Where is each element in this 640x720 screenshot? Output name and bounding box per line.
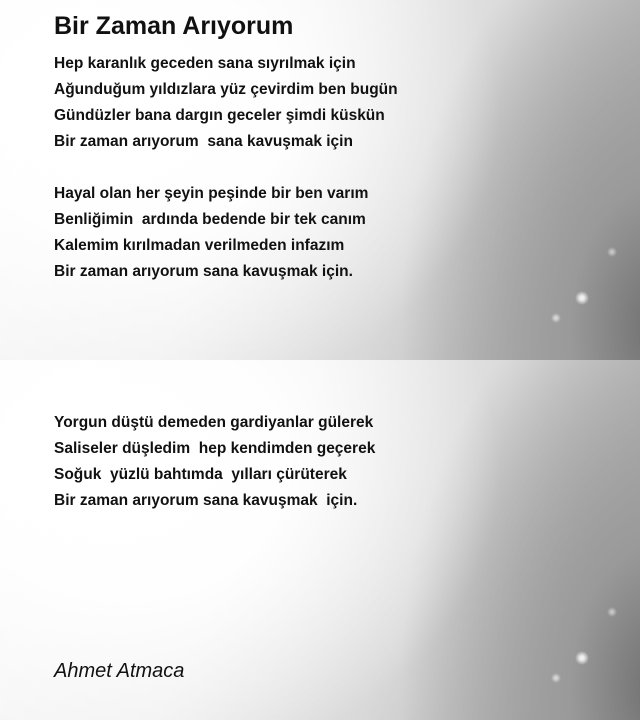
- stanza-2: [54, 181, 368, 285]
- poem-line: Kalemim kırılmadan verilmeden infazım: [54, 237, 345, 254]
- stanza-3: [54, 410, 375, 514]
- poem-line: Hayal olan her şeyin peşinde bir ben varım: [54, 185, 369, 202]
- poem-line: Hep karanlık geceden sana sıyrılmak için: [54, 55, 356, 72]
- poem-line: Benliğimin ardında bedende bir tek canım: [54, 211, 366, 228]
- poem-line: Saliseler düşledim hep kendimden geçerek: [54, 440, 376, 457]
- poem-line: Bir zaman arıyorum sana kavuşmak için.: [54, 492, 358, 509]
- poem-line: Yorgun düştü demeden gardiyanlar gülerek: [54, 414, 374, 431]
- poem-line: Bir zaman arıyorum sana kavuşmak için.: [54, 263, 353, 280]
- stanza-1: [54, 51, 398, 155]
- poem-author: Ahmet Atmaca: [54, 660, 185, 682]
- poem-line: Ağunduğum yıldızlara yüz çevirdim ben bugün: [54, 81, 398, 98]
- poem-line: Soğuk yüzlü bahtımda yılları çürüterek: [54, 466, 347, 483]
- poem-title: Bir Zaman Arıyorum: [54, 12, 294, 40]
- poem-line: Bir zaman arıyorum sana kavuşmak için: [54, 133, 353, 150]
- poem-line: Gündüzler bana dargın geceler şimdi küskün: [54, 107, 385, 124]
- poem-page-bottom: [0, 360, 640, 720]
